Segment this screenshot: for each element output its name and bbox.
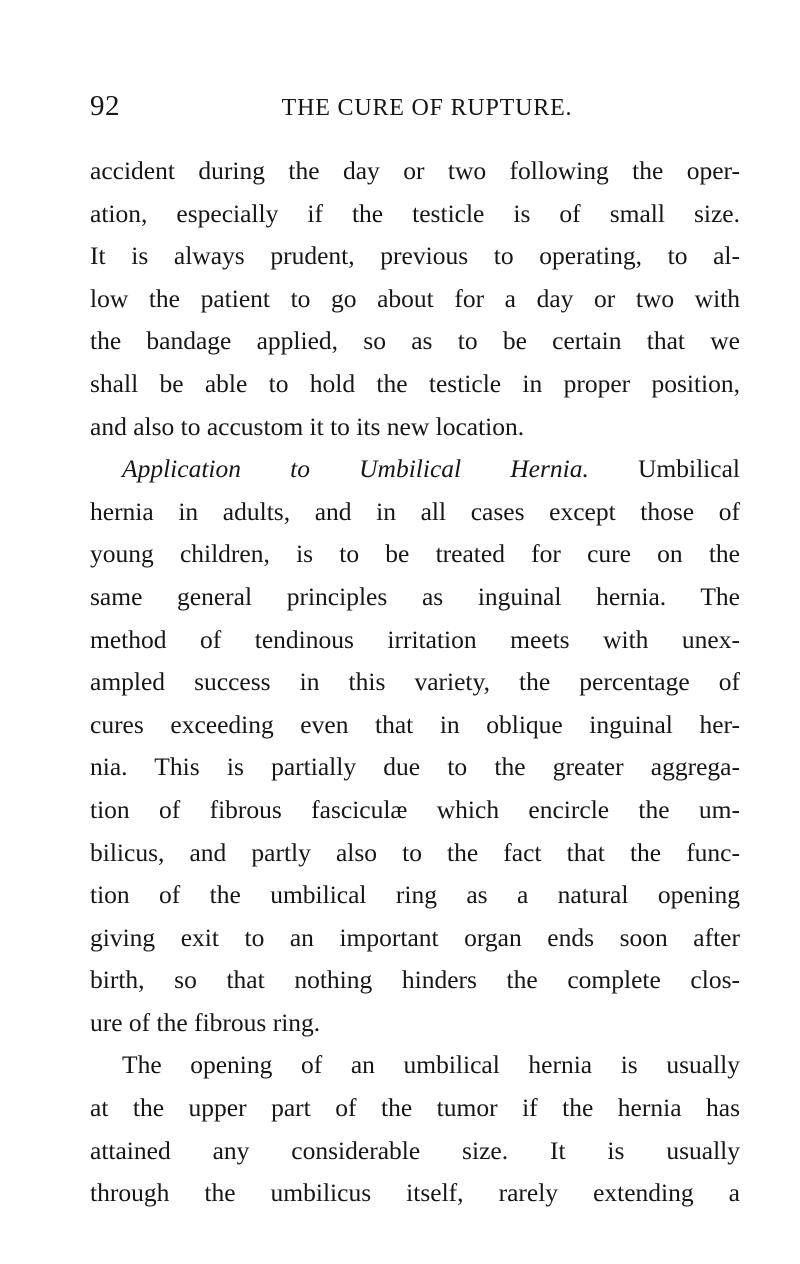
text-line: low the patient to go about for a day or two with (90, 283, 740, 313)
text-line: shall be able to hold the testicle in proper position, (90, 368, 740, 398)
text-line: It is always prudent, previous to operating, to al- (90, 241, 740, 271)
text-line: tion of the umbilical ring as a natural opening (90, 880, 740, 910)
section-first-line-rest: Umbilical (638, 454, 740, 484)
section-first-line (90, 448, 740, 491)
text-line: birth, so that nothing hinders the complete clos- (90, 965, 740, 995)
section-heading: Application to Umbilical Hernia. (122, 454, 589, 484)
text-line: giving exit to an important organ ends soon after (90, 922, 740, 952)
page-number: 92 (90, 90, 120, 122)
text-line: nia. This is partially due to the greater aggrega- (90, 752, 740, 782)
text-line: bilicus, and partly also to the fact that the func- (90, 837, 740, 867)
text-line: cures exceeding even that in oblique inguinal her- (90, 709, 740, 739)
text-line: hernia in adults, and in all cases except those of (90, 496, 740, 526)
text-line: through the umbilicus itself, rarely extending a (90, 1178, 740, 1208)
text-line: tion of fibrous fasciculæ which encircle the um- (90, 794, 740, 824)
text-line: ure of the fibrous ring. (90, 1007, 321, 1037)
body-text (90, 150, 740, 1215)
text-line: same general principles as inguinal hernia. The (90, 581, 740, 611)
text-line: and also to accustom it to its new location. (90, 411, 525, 441)
text-line: ation, especially if the testicle is of small size. (90, 198, 740, 228)
text-line: The opening of an umbilical hernia is usually (122, 1050, 740, 1080)
text-line: ampled success in this variety, the percentage of (90, 667, 740, 697)
running-head: THE CURE OF RUPTURE. (281, 95, 573, 121)
text-line: attained any considerable size. It is usually (90, 1135, 740, 1165)
text-line: accident during the day or two following the oper- (90, 156, 740, 185)
text-line: young children, is to be treated for cure on the (90, 539, 740, 569)
text-line: at the upper part of the tumor if the hernia has (90, 1093, 740, 1123)
page-header (90, 86, 740, 130)
text-line: method of tendinous irritation meets with unex- (90, 624, 740, 654)
text-line: the bandage applied, so as to be certain that we (90, 326, 740, 356)
